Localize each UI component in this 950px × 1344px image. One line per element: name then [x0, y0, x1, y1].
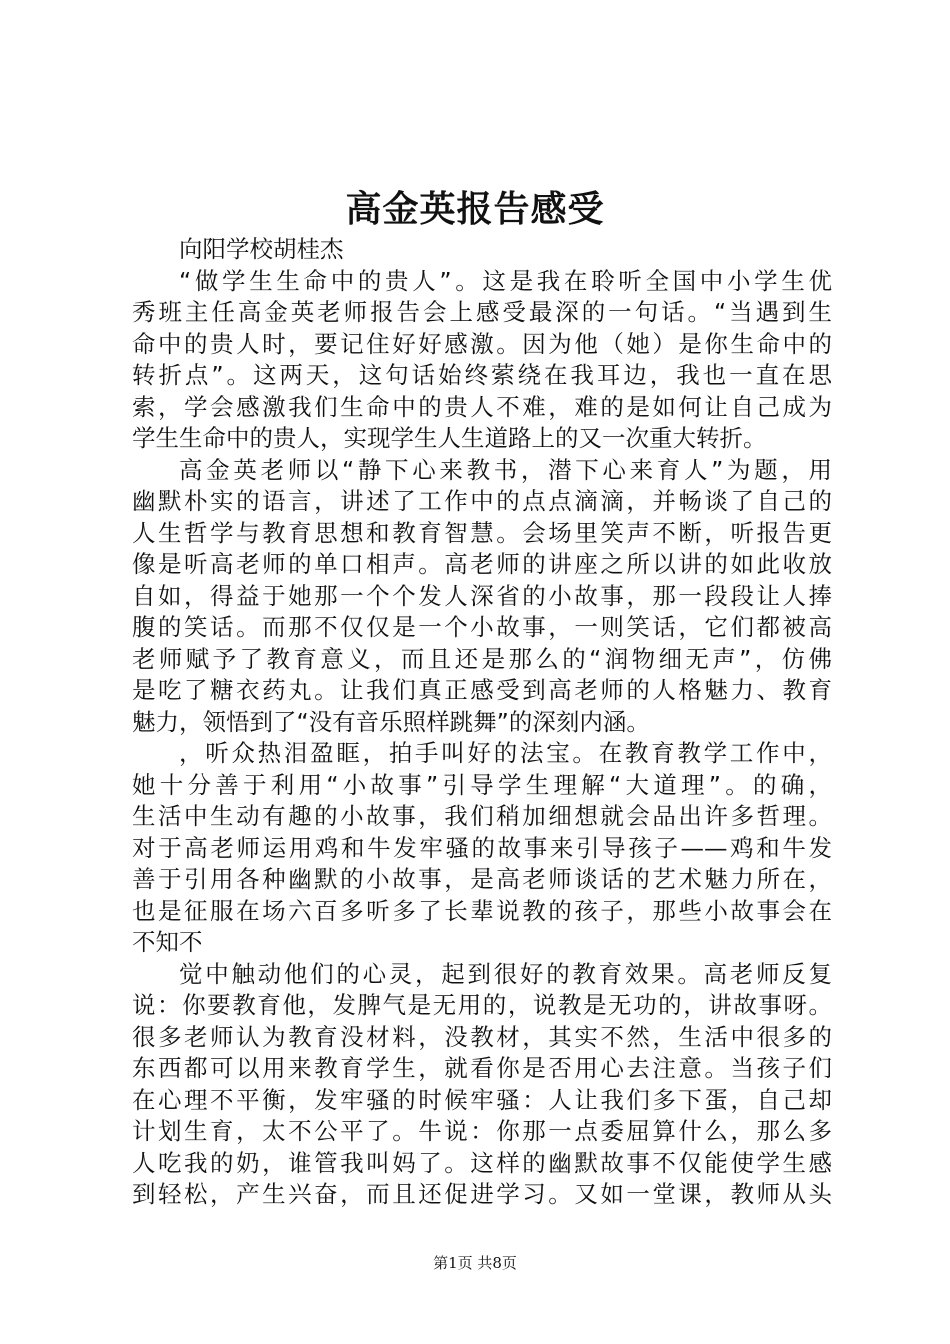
paragraph-line: ，听众热泪盈眶，拍手叫好的法宝。在教育教学工作中，: [179, 739, 832, 767]
paragraph-line: 善于引用各种幽默的小故事，是高老师谈话的艺术魅力所在，: [132, 865, 832, 893]
paragraph-line: 也是征服在场六百多听多了长辈说教的孩子，那些小故事会在: [132, 896, 832, 925]
paragraph-line: 索，学会感激我们生命中的贵人不难，难的是如何让自己成为: [132, 392, 832, 421]
paragraph-line: 学生生命中的贵人，实现学生人生道路上的又一次重大转折。: [132, 424, 767, 452]
paragraph-line: 计划生育，太不公平了。牛说：你那一点委屈算什么，那么多: [132, 1117, 832, 1145]
paragraph-line: “做学生生命中的贵人”。这是我在聆听全国中小学生优: [179, 266, 832, 295]
author-line: 向阳学校胡桂杰: [179, 235, 344, 263]
paragraph-line: 自如，得益于她那一个个发人深省的小故事，那一段段让人捧: [132, 581, 832, 610]
paragraph-line: 腹的笑话。而那不仅仅是一个小故事，一则笑话，它们都被高: [132, 613, 832, 641]
paragraph-line: 高金英老师以“静下心来教书，潜下心来育人”为题，用: [179, 455, 832, 484]
paragraph-line: 命中的贵人时，要记住好好感激。因为他（她）是你生命中的: [132, 329, 832, 358]
paragraph-line: 很多老师认为教育没材料，没教材，其实不然，生活中很多的: [132, 1022, 832, 1051]
paragraph-line: 人吃我的奶，谁管我叫妈了。这样的幽默故事不仅能使学生感: [132, 1148, 832, 1177]
paragraph-line: 到轻松，产生兴奋，而且还促进学习。又如一堂课，教师从头: [132, 1180, 832, 1208]
paragraph-line: 秀班主任高金英老师报告会上感受最深的一句话。“当遇到生: [132, 298, 832, 326]
paragraph-line: 生活中生动有趣的小故事，我们稍加细想就会品出许多哲理。: [132, 802, 832, 830]
paragraph-line: 东西都可以用来教育学生，就看你是否用心去注意。当孩子们: [132, 1054, 832, 1082]
paragraph-line: 是吃了糖衣药丸。让我们真正感受到高老师的人格魅力、教育: [132, 676, 832, 704]
paragraph-line: 像是听高老师的单口相声。高老师的讲座之所以讲的如此收放: [132, 550, 832, 578]
document-body: [132, 234, 832, 1211]
paragraph-line: 觉中触动他们的心灵，起到很好的教育效果。高老师反复: [179, 959, 832, 988]
paragraph-line: 她十分善于利用“小故事”引导学生理解“大道理”。的确，: [132, 770, 832, 799]
paragraph-line: 人生哲学与教育思想和教育智慧。会场里笑声不断，听报告更: [132, 518, 832, 547]
paragraph-line: 魅力，领悟到了“没有音乐照样跳舞”的深刻内涵。: [132, 707, 650, 736]
page-number: 第1页 共8页: [433, 1254, 517, 1272]
paragraph-line: 转折点”。这两天，这句话始终萦绕在我耳边，我也一直在思: [132, 361, 832, 389]
document-title: 高金英报告感受: [345, 188, 605, 230]
paragraph-line: 说：你要教育他，发脾气是无用的，说教是无功的，讲故事呀。: [132, 991, 832, 1019]
paragraph-line: 不知不: [132, 928, 203, 956]
paragraph-line: 在心理不平衡，发牢骚的时候牢骚：人让我们多下蛋，自己却: [132, 1085, 832, 1114]
paragraph-line: 老师赋予了教育意义，而且还是那么的“润物细无声”，仿佛: [132, 644, 832, 673]
paragraph-line: 对于高老师运用鸡和牛发牢骚的故事来引导孩子——鸡和牛发: [132, 833, 832, 862]
paragraph-line: 幽默朴实的语言，讲述了工作中的点点滴滴，并畅谈了自己的: [132, 487, 832, 515]
